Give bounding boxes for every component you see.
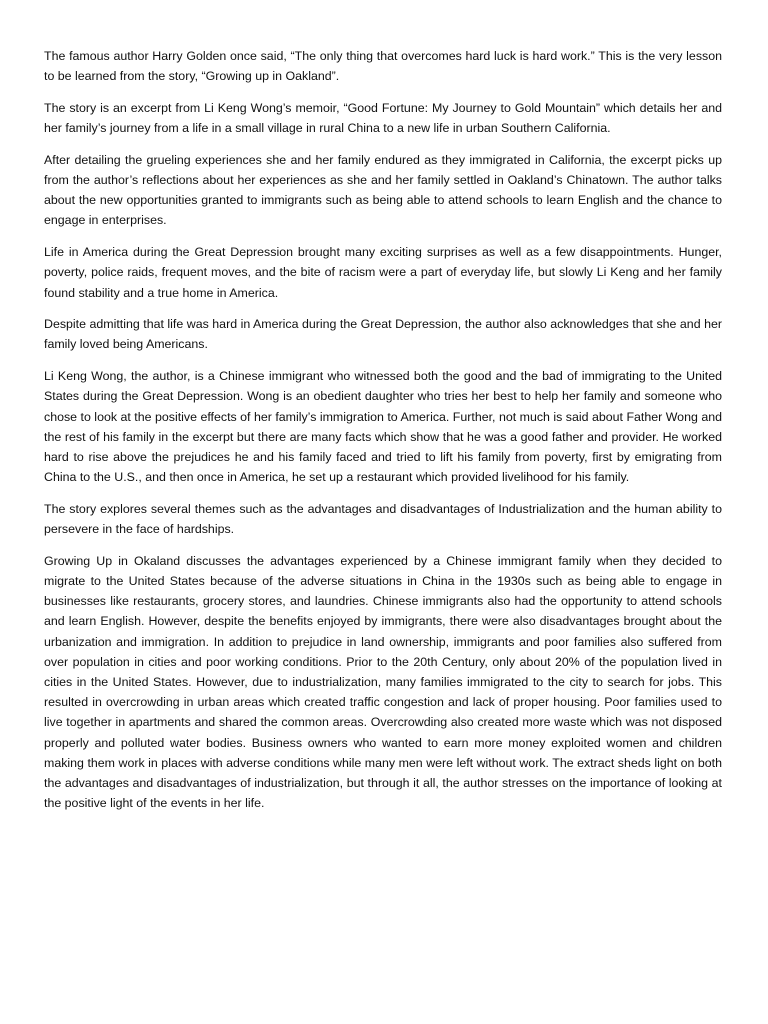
paragraph-great-depression-life: Life in America during the Great Depression brought many exciting surprises as well as a few disappointments. Hunger, poverty, police raids, frequent moves, and the bite of racism were a part of everyday life, but slowly Li Keng and her family found stability and a true home in America. — [44, 245, 722, 300]
paragraph-loved-being-americans: Despite admitting that life was hard in America during the Great Depression, the author also acknowledges that she and her family loved being Americans. — [44, 317, 722, 352]
paragraph-memoir-source: The story is an excerpt from Li Keng Wong’s memoir, “Good Fortune: My Journey to Gold Mountain” which details her and her family’s journey from a life in a small village in rural China to a new life in urban Southern California. — [44, 100, 722, 136]
paragraph-industrialization: Growing Up in Okaland discusses the advantages experienced by a Chinese immigrant family when they decided to migrate to the United States because of the adverse situations in China in the 1930s such as being able to engage in businesses like restaurants, grocery stores, and laundries. Chinese immigrants also had the opportunity to attend schools and learn English. However, despite the benefits enjoyed by immigrants, there were also disadvantages brought about the urbanization and immigration. In addition to prejudice in land ownership, immigrants and poor families also suffered from over population in cities and poor working conditions. Prior to the 20th Century, only about 20% of the population lived in cities in the United States. However, due to industrialization, many families immigrated to the city to search for jobs. This resulted in overcrowding in urban areas which created traffic congestion and lack of proper housing. Poor families used to live together in apartments and shared the common areas. Overcrowding also created more waste which was not disposed properly and polluted water bodies. Business owners who wanted to earn more money exploited women and children making them work in places with adverse conditions while many men were left without work. The extract sheds light on both the advantages and disadvantages of industrialization, but through it all, the author stresses on the importance of looking at the positive light of the events in her life. — [44, 553, 722, 811]
paragraph-intro-quote: The famous author Harry Golden once said, “The only thing that overcomes hard luck is hard work.” This is the very lesson to be learned from the story, “Growing up in Oakland”. — [44, 49, 722, 84]
document-body — [44, 46, 722, 825]
paragraph-chinatown-settlement: After detailing the grueling experiences she and her family endured as they immigrated in California, the excerpt picks up from the author’s reflections about her experiences as she and her family settled in Oakland’s Chinatown. The author talks about the new opportunities granted to immigrants such as being able to attend schools to learn English and the chance to engage in enterprises. — [44, 152, 722, 228]
paragraph-author-character: Li Keng Wong, the author, is a Chinese immigrant who witnessed both the good and the bad of immigrating to the United States during the Great Depression. Wong is an obedient daughter who tries her best to help her family and someone who chose to look at the positive effects of her family’s immigration to America. Further, not much is said about Father Wong and the rest of his family in the excerpt but there are many facts which show that he was a good father and provider. He worked hard to rise above the prejudices he and his family faced and tried to lift his family from poverty, first by emigrating from China to the U.S., and then once in America, he set up a restaurant which provided livelihood for his family. — [44, 369, 722, 485]
paragraph-themes: The story explores several themes such as the advantages and disadvantages of Industrialization and the human ability to persevere in the face of hardships. — [44, 501, 722, 537]
